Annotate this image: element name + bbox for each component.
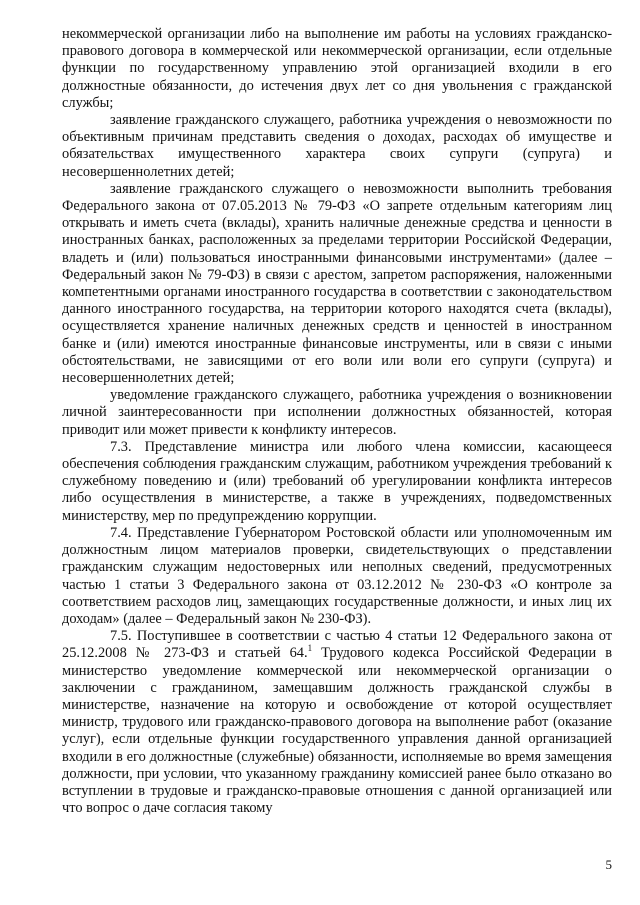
paragraph-statement-79fz: заявление гражданского служащего о невозможности выполнить требования Федерального закона от 07.05.2013 № 79-ФЗ «О запрете отдельным категориям лиц открывать и иметь счета (вклады), хранить наличные денежные средства и ценности в иностранных банках, расположенных за пределами территории Российской Федерации, владеть и (или) пользоваться иностранными финансовыми инструментами» (далее – Федеральный закон № 79-ФЗ) в связи с арестом, запретом распоряжения, наложенными компетентными органами иностранного государства в соответствии с законодательством данного иностранного государства, на территории которого находятся счета (вклады), осуществляется хранение наличных денежных средств и ценностей в иностранном банке и (или) имеются иностранные финансовые инструменты, или в связи с иными обстоятельствами, не зависящими от его воли или воли его супруги (супруга) и несовершеннолетних детей; [62,180,612,387]
footnote-superscript: 1 [307,643,313,654]
paragraph-7-5-rest: Трудового кодекса Российской Федерации в министерство уведомление коммерческой или некоммерческой организации о заключении с гражданином, замещавшим должность гражданской службы в министерстве, назначение на которую и освобождение от которой осуществляет министр, трудового или гражданско-правового договора на выполнение работ (оказание услуг), если отдельные функции государственного управления данной организацией входили в его должностные (служебные) обязанности, исполняемые во время замещения должности, при условии, что указанному гражданину комиссией ранее было отказано во вступлении в трудовые и гражданско-правовые отношения с данной организацией или что вопрос о даче согласия такому [62,645,612,817]
page-number: 5 [605,857,612,872]
paragraph-continuation: некоммерческой организации либо на выполнение им работы на условиях гражданско-правового договора в коммерческой или некоммерческой организации, если отдельные функции по государственному управлению этой организацией входили в его должностные обязанности, до истечения двух лет со дня увольнения с гражданской службы; [62,26,612,111]
paragraph-7-5 [62,628,612,817]
paragraph-statement-income: заявление гражданского служащего, работника учреждения о невозможности по объективным причинам представить сведения о доходах, расходах об имуществе и обязательствах имущественного характера своих супруги (супруга) и несовершеннолетних детей; [62,112,612,180]
paragraph-7-5-start: 7.5. Поступившее в соответствии с частью 4 статьи 12 Федерального закона от 25.12.2008 № 273-ФЗ и статьей 64. [62,628,612,662]
paragraph-notice-conflict: уведомление гражданского служащего, работника учреждения о возникновении личной заинтересованности при исполнении должностных обязанностей, которая приводит или может привести к конфликту интересов. [62,387,612,438]
document-body [62,26,612,817]
paragraph-7-4: 7.4. Представление Губернатором Ростовской области или уполномоченным им должностным лицом материалов проверки, свидетельствующих о представлении гражданским служащим недостоверных или неполных сведений, предусмотренных частью 1 статьи 3 Федерального закона от 03.12.2012 № 230-ФЗ «О контроле за соответствием расходов лиц, замещающих государственные должности, и иных лиц их доходам» (далее – Федеральный закон № 230-ФЗ). [62,524,612,627]
paragraph-7-3: 7.3. Представление министра или любого члена комиссии, касающееся обеспечения соблюдения гражданским служащим, работником учреждения требований к служебному поведению и (или) требований об урегулировании конфликта интересов либо осуществления в министерстве, а также в учреждениях, подведомственных министерству, мер по предупреждению коррупции. [62,438,612,524]
